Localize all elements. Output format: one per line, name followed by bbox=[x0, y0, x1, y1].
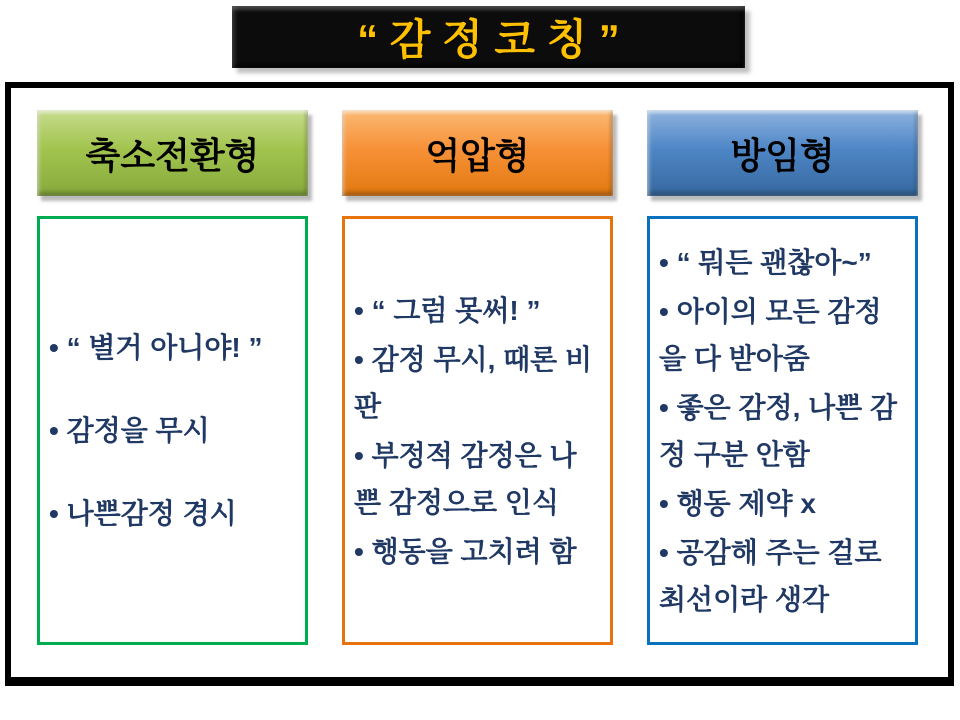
content-box-suppressive-type bbox=[342, 216, 613, 645]
bullet-item: • “ 뭐든 괜찮아~” bbox=[659, 239, 906, 286]
content-box-reduce-switch-type bbox=[37, 216, 308, 645]
bullet-item: • “ 그럼 못써! ” bbox=[354, 287, 601, 334]
header-reduce-switch-type bbox=[37, 110, 308, 196]
header-permissive-type bbox=[647, 110, 918, 196]
header-label: 억압형 bbox=[425, 134, 530, 176]
bullet-item: • 나쁜감정 경시 bbox=[49, 490, 296, 537]
column-reduce-switch-type bbox=[37, 110, 308, 645]
bullet-item: • 공감해 주는 걸로 최선이라 생각 bbox=[659, 529, 906, 623]
bullet-item: • 행동을 고치려 함 bbox=[354, 528, 601, 575]
bullet-item: • 좋은 감정, 나쁜 감정 구분 안함 bbox=[659, 384, 906, 478]
bullet-item: • 감정을 무시 bbox=[49, 407, 296, 454]
column-permissive-type bbox=[647, 110, 918, 645]
column-suppressive-type bbox=[342, 110, 613, 645]
title-banner bbox=[232, 6, 745, 68]
header-label: 방임형 bbox=[730, 134, 835, 176]
header-suppressive-type bbox=[342, 110, 613, 196]
slide-title: “ 감 정 코 칭 ” bbox=[357, 16, 620, 63]
bullet-item: • 감정 무시, 때론 비판 bbox=[354, 336, 601, 430]
bullet-item: • 아이의 모든 감정을 다 받아줌 bbox=[659, 288, 906, 382]
content-box-permissive-type bbox=[647, 216, 918, 645]
header-label: 축소전환형 bbox=[85, 134, 260, 176]
bullet-item: • 행동 제약 x bbox=[659, 480, 906, 527]
bullet-item: • “ 별거 아니야! ” bbox=[49, 324, 296, 371]
bullet-item: • 부정적 감정은 나쁜 감정으로 인식 bbox=[354, 432, 601, 526]
